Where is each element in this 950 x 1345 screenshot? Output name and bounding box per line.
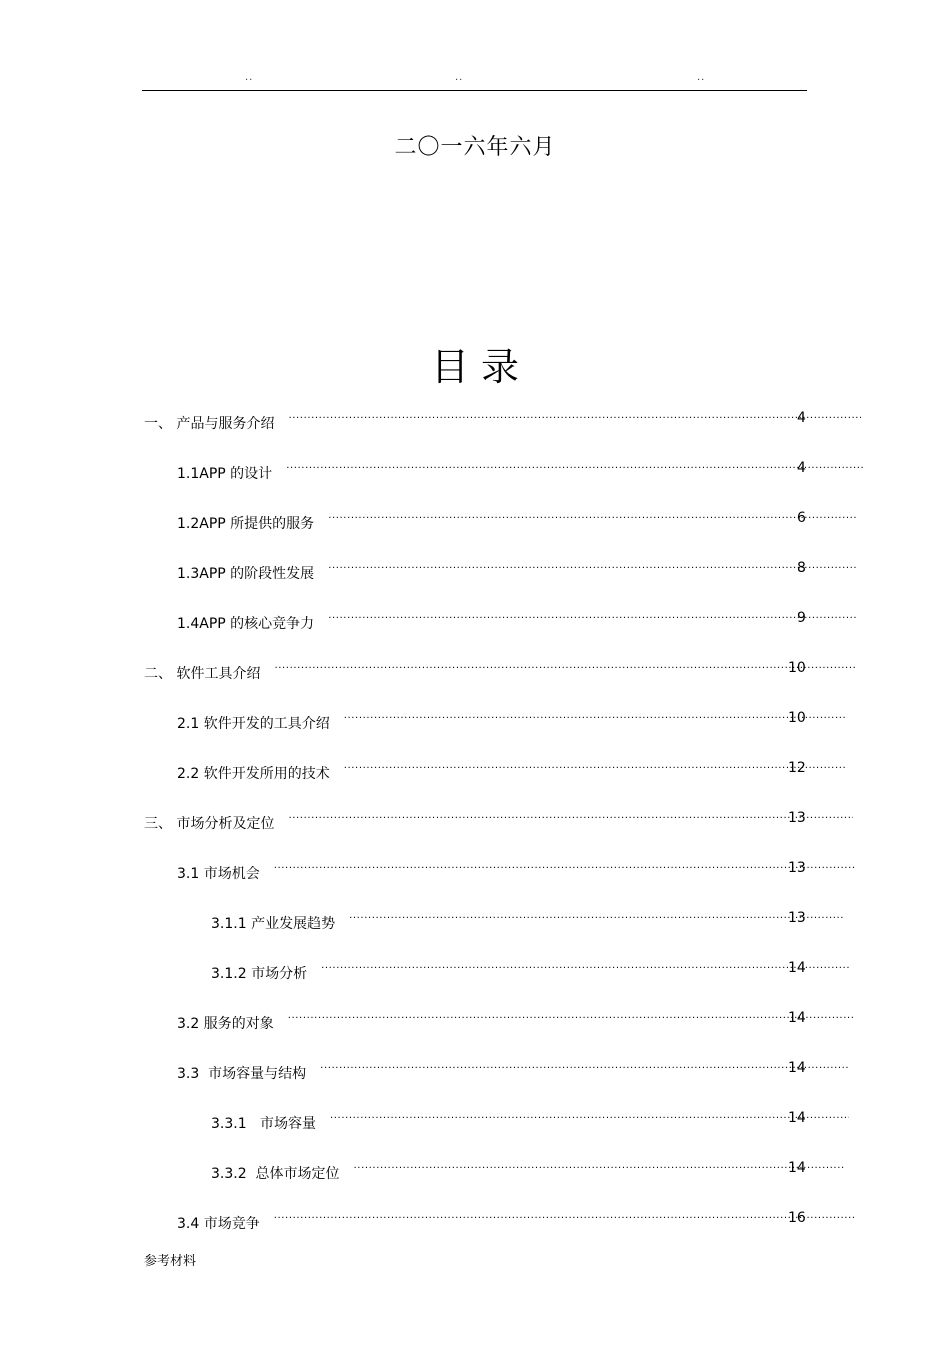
toc-entry-label: 1.4APP 的核心竞争力 <box>177 616 315 632</box>
toc-entry-page: 12 <box>788 760 806 776</box>
toc-entry[interactable] <box>177 1208 856 1232</box>
toc-entry[interactable] <box>177 508 856 532</box>
toc-leader <box>321 958 850 978</box>
toc-leader <box>288 408 861 428</box>
header-mark-left: .. <box>245 72 254 83</box>
toc-entry-label: 2.2 软件开发所用的技术 <box>177 766 330 782</box>
toc-leader <box>344 758 845 778</box>
toc-leader <box>320 1058 849 1078</box>
toc-entry[interactable] <box>211 1158 845 1182</box>
toc-entry[interactable] <box>177 558 856 582</box>
toc-entry-page: 13 <box>788 810 806 826</box>
toc-leader <box>328 508 856 528</box>
toc-entry-page: 10 <box>788 660 806 676</box>
toc-entry[interactable] <box>177 708 845 732</box>
toc-entry-label: 3.4 市场竞争 <box>177 1216 260 1232</box>
toc-title: 目 录 <box>430 345 520 389</box>
toc-entry-label: 三、 市场分析及定位 <box>144 816 275 832</box>
toc-leader <box>328 558 856 578</box>
toc-leader <box>274 858 856 878</box>
toc-leader <box>349 908 845 928</box>
toc-entry[interactable] <box>211 958 850 982</box>
toc-leader <box>288 1008 853 1028</box>
toc-entry-page: 4 <box>797 460 806 476</box>
date-line: 二〇一六年六月 <box>394 135 556 160</box>
toc-leader <box>328 608 856 628</box>
toc-entry[interactable] <box>144 808 853 832</box>
toc-entry[interactable] <box>211 908 845 932</box>
toc-entry-page: 16 <box>788 1210 806 1226</box>
toc-leader <box>288 808 853 828</box>
toc-entry-label: 3.2 服务的对象 <box>177 1016 274 1032</box>
toc-entry-page: 13 <box>788 860 806 876</box>
toc-leader <box>274 1208 856 1228</box>
toc-entry-page: 4 <box>797 410 806 426</box>
toc-entry-page: 14 <box>788 1060 806 1076</box>
toc-entry-label: 3.1 市场机会 <box>177 866 260 882</box>
toc-entry-label: 一、 产品与服务介绍 <box>144 416 275 432</box>
toc-leader <box>344 708 845 728</box>
toc-entry[interactable] <box>211 1108 849 1132</box>
toc-entry[interactable] <box>177 1058 849 1082</box>
toc-leader <box>354 1158 845 1178</box>
toc-entry-page: 14 <box>788 1110 806 1126</box>
toc-entry-page: 8 <box>797 560 806 576</box>
toc-entry[interactable] <box>177 758 845 782</box>
toc-entry-page: 14 <box>788 960 806 976</box>
toc-entry-label: 2.1 软件开发的工具介绍 <box>177 716 330 732</box>
toc-entry[interactable] <box>144 408 861 432</box>
toc-leader <box>330 1108 849 1128</box>
toc-leader <box>274 658 856 678</box>
toc-entry[interactable] <box>144 658 856 682</box>
toc-entry-page: 14 <box>788 1160 806 1176</box>
toc-entry-page: 10 <box>788 710 806 726</box>
toc-entry-label: 1.2APP 所提供的服务 <box>177 516 315 532</box>
header-mark-center: .. <box>455 72 464 83</box>
toc-leader <box>286 458 863 478</box>
toc-entry[interactable] <box>177 608 856 632</box>
toc-entry-label: 3.1.2 市场分析 <box>211 966 308 982</box>
header-mark-right: .. <box>697 72 706 83</box>
toc-entry-page: 9 <box>797 610 806 626</box>
toc-entry-label: 1.1APP 的设计 <box>177 466 273 482</box>
toc-entry[interactable] <box>177 1008 853 1032</box>
header-rule <box>142 90 807 91</box>
toc-entry[interactable] <box>177 858 856 882</box>
toc-entry-page: 13 <box>788 910 806 926</box>
toc-entry-label: 3.3 市场容量与结构 <box>177 1066 307 1082</box>
toc-entry-page: 14 <box>788 1010 806 1026</box>
toc-entry[interactable] <box>177 458 863 482</box>
toc-entry-label: 3.3.1 市场容量 <box>211 1116 316 1132</box>
footer-note: 参考材料 <box>144 1254 197 1269</box>
toc-entry-label: 3.1.1 产业发展趋势 <box>211 916 336 932</box>
toc-entry-label: 1.3APP 的阶段性发展 <box>177 566 315 582</box>
toc-entry-page: 6 <box>797 510 806 526</box>
toc-entry-label: 二、 软件工具介绍 <box>144 666 261 682</box>
toc-entry-label: 3.3.2 总体市场定位 <box>211 1166 340 1182</box>
